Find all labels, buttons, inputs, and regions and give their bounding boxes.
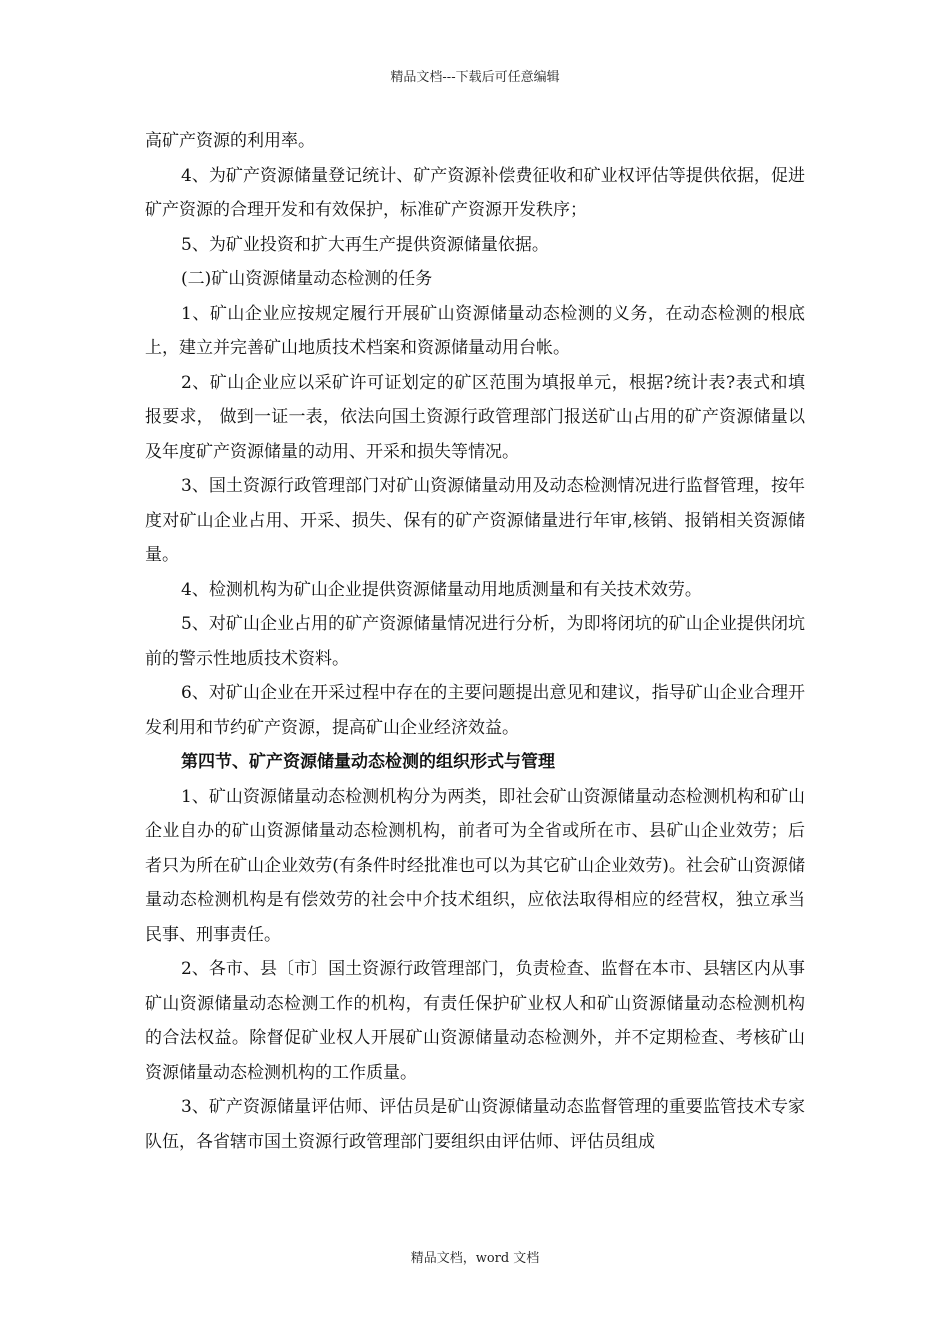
page-footer: 精品文档，word 文档 bbox=[410, 1251, 540, 1266]
paragraph-10: 6、对矿山企业在开采过程中存在的主要问题提出意见和建议，指导矿山企业合理开发利用和节约矿产资源，提高矿山企业经济效益。 bbox=[145, 683, 805, 738]
paragraph-9: 5、对矿山企业占用的矿产资源储量情况进行分析，为即将闭坑的矿山企业提供闭坑前的警示性地质技术资料。 bbox=[145, 614, 805, 669]
paragraph-7: 3、国土资源行政管理部门对矿山资源储量动用及动态检测情况进行监督管理，按年度对矿山企业占用、开采、损失、保有的矿产资源储量进行年审,核销、报销相关资源储量。 bbox=[145, 476, 805, 565]
paragraph-6: 2、矿山企业应以采矿许可证划定的矿区范围为填报单元，根据?统计表?表式和填报要求， 做到一证一表，依法向国土资源行政管理部门报送矿山占用的矿产资源储量以及年度矿产资源储量的动用、开采和损失等情况。 bbox=[145, 372, 805, 462]
subheading-tasks: (二)矿山资源储量动态检测的任务 bbox=[181, 269, 433, 289]
document-body bbox=[145, 124, 805, 1159]
paragraph-1: 高矿产资源的利用率。 bbox=[145, 131, 315, 151]
paragraph-5: 1、矿山企业应按规定履行开展矿山资源储量动态检测的义务，在动态检测的根底上，建立并完善矿山地质技术档案和资源储量动用台帐。 bbox=[145, 303, 805, 358]
page-header: 精品文档---下载后可任意编辑 bbox=[390, 70, 560, 85]
paragraph-3: 5、为矿业投资和扩大再生产提供资源储量依据。 bbox=[181, 234, 549, 255]
paragraph-2: 4、为矿产资源储量登记统计、矿产资源补偿费征收和矿业权评估等提供依据，促进矿产资源的合理开发和有效保护，标准矿产资源开发秩序； bbox=[145, 165, 805, 220]
paragraph-12: 1、矿山资源储量动态检测机构分为两类，即社会矿山资源储量动态检测机构和矿山企业自办的矿山资源储量动态检测机构，前者可为全省或所在市、县矿山企业效劳；后者只为所在矿山企业效劳(有条件时经批准也可以为其它矿山企业效劳)。社会矿山资源储量动态检测机构是有偿效劳的社会中介技术组织，应依法取得相应的经营权，独立承当民事、刑事责任。 bbox=[145, 786, 805, 945]
paragraph-8: 4、检测机构为矿山企业提供资源储量动用地质测量和有关技术效劳。 bbox=[181, 579, 702, 600]
section-heading: 第四节、矿产资源储量动态检测的组织形式与管理 bbox=[181, 752, 555, 772]
paragraph-13: 2、各市、县〔市〕国土资源行政管理部门，负责检查、监督在本市、县辖区内从事矿山资源储量动态检测工作的机构，有责任保护矿业权人和矿山资源储量动态检测机构的合法权益。除督促矿业权人开展矿山资源储量动态检测外，并不定期检查、考核矿山资源储量动态检测机构的工作质量。 bbox=[145, 959, 805, 1083]
paragraph-14: 3、矿产资源储量评估师、评估员是矿山资源储量动态监督管理的重要监管技术专家队伍，各省辖市国土资源行政管理部门要组织由评估师、评估员组成 bbox=[145, 1097, 805, 1152]
